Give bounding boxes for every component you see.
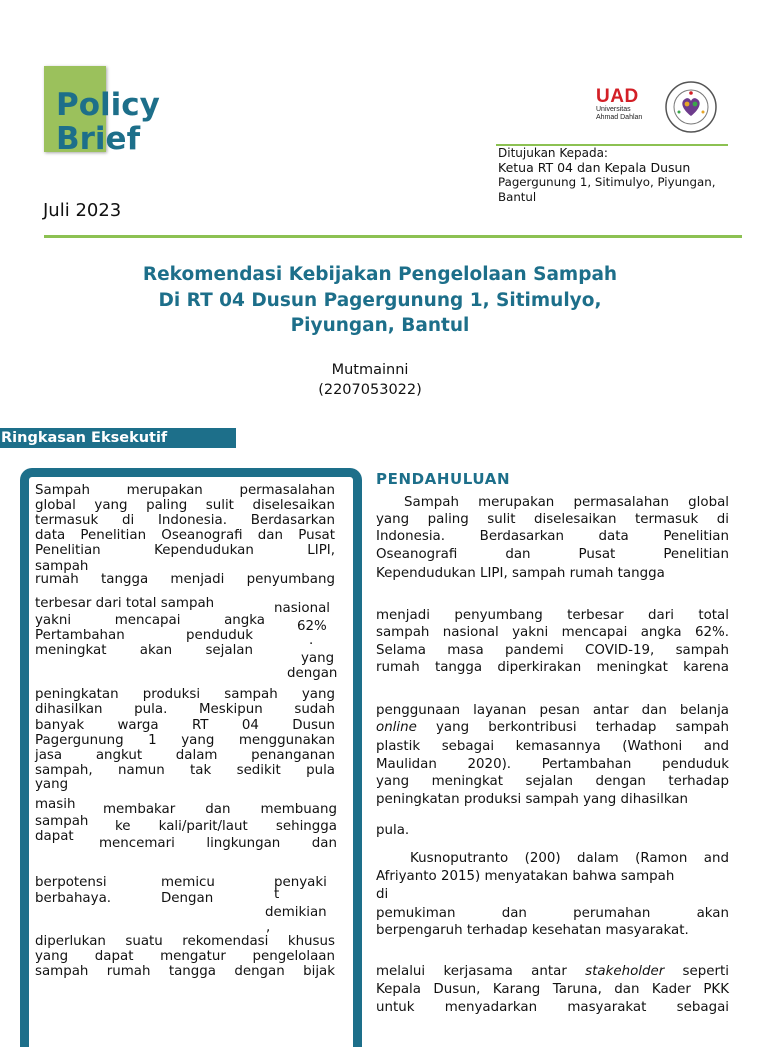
summary-fragment: ke kali/parit/laut sehingga [115, 819, 337, 834]
body-line: yang paling sulit diselesaikan termasuk di [376, 512, 729, 527]
body-line [376, 964, 729, 980]
summary-fragment: sampah [35, 814, 89, 829]
body-line: Kusnoputranto (200) dalam (Ramon and [410, 851, 729, 866]
summary-line: dihasilkan pula. Meskipun sudah [35, 702, 335, 717]
summary-fragment: mencemari lingkungan dan [99, 836, 337, 851]
body-line-rest: yang berkontribusi terhadap sampah [416, 720, 729, 735]
summary-fragment: 62% [297, 619, 327, 634]
body-line: Oseanografi dan Pusat Penelitian [376, 547, 729, 562]
summary-line: Sampah merupakan permasalahan [35, 483, 335, 498]
body-line: Afriyanto 2015) menyatakan bahwa sampah [376, 869, 675, 884]
body-line: Kepala Dusun, Karang Taruna, dan Kader PKK [376, 982, 729, 997]
summary-line: diperlukan suatu rekomendasi khusus [35, 934, 335, 949]
italic-word-online: online [376, 720, 417, 735]
summary-line: Pertambahan penduduk [35, 628, 253, 643]
summary-fragment: nasional [274, 601, 330, 616]
summary-line: sampah, namun tak sedikit pula [35, 763, 335, 778]
summary-fragment: berbahaya. [35, 891, 112, 906]
body-line: Maulidan 2020). Pertambahan penduduk [376, 757, 729, 772]
document-title-line-2: Di RT 04 Dusun Pagergunung 1, Sitimulyo, [158, 289, 602, 311]
summary-line: Penelitian Kependudukan LIPI, [35, 543, 335, 558]
summary-line: termasuk di Indonesia. Berdasarkan [35, 513, 335, 528]
author-id: (2207053022) [318, 382, 422, 398]
body-line: Sampah merupakan permasalahan global [404, 495, 729, 510]
body-line: peningkatan produksi sampah yang dihasilkan [376, 792, 689, 807]
body-line: berpengaruh terhadap kesehatan masyarakat. [376, 923, 689, 938]
summary-line: sampah rumah tangga dengan bijak [35, 964, 335, 979]
uad-logo-sub2: Ahmad Dahlan [596, 114, 643, 121]
body-line: Selama masa pandemi COVID-19, sampah [376, 643, 729, 658]
summary-fragment: yang [301, 651, 335, 666]
summary-line: yang [35, 777, 69, 792]
summary-fragment: masih [35, 797, 76, 812]
author-name: Mutmainni [331, 362, 409, 378]
body-line: pemukiman dan perumahan akan [376, 906, 729, 921]
summary-fragment: berpotensi [35, 875, 107, 890]
publication-date: Juli 2023 [43, 200, 122, 221]
addressee-label: Ditujukan Kepada: [498, 146, 608, 160]
summary-line: jasa angkut dalam penanganan [35, 748, 335, 763]
summary-fragment: dapat [35, 829, 74, 844]
document-title [70, 262, 690, 339]
body-line: yang meningkat sejalan dengan terhadap [376, 774, 729, 789]
body-line-start: melalui kerjasama antar [376, 964, 586, 979]
body-line: pula. [376, 823, 410, 838]
policy-brief-title [56, 88, 160, 156]
summary-fragment: t [274, 887, 280, 902]
summary-line: data Penelitian Oseanografi dan Pusat [35, 528, 335, 543]
body-line: penggunaan layanan pesan antar dan belanja [376, 703, 729, 718]
document-title-line-3: Piyungan, Bantul [290, 315, 470, 336]
summary-fragment: , [266, 920, 271, 935]
summary-fragment: . [309, 633, 314, 648]
body-line: plastik sebagai kemasannya (Wathoni and [376, 739, 729, 754]
summary-fragment: membakar dan membuang [103, 802, 337, 817]
summary-line: global yang paling sulit diselesaikan [35, 498, 335, 513]
addressee-line-2: Pagergunung 1, Sitimulyo, Piyungan, [498, 175, 716, 189]
health-promotion-seal-icon [664, 80, 718, 134]
body-line: menjadi penyumbang terbesar dari total [376, 608, 729, 623]
addressee-line-3: Bantul [498, 189, 537, 204]
document-title-line-1: Rekomendasi Kebijakan Pengelolaan Sampah [142, 264, 618, 285]
body-line: rumah tangga diperkirakan meningkat karena [376, 660, 729, 675]
summary-fragment: penyaki [274, 875, 327, 890]
summary-fragment: Dengan [161, 891, 214, 906]
body-line: untuk menyadarkan masyarakat sebagai [376, 1000, 729, 1015]
summary-line: Pagergunung 1 yang menggunakan [35, 733, 335, 748]
title-line-1: Policy [56, 87, 160, 123]
executive-summary-box [20, 468, 362, 1047]
summary-line: yang dapat mengatur pengelolaan [35, 949, 335, 964]
addressee-block [498, 146, 738, 204]
body-line: Indonesia. Berdasarkan data Penelitian [376, 529, 729, 544]
summary-line: sampah [35, 559, 89, 574]
summary-line: yakni mencapai angka [35, 613, 265, 628]
title-line-2: Brief [56, 121, 141, 157]
body-line: di [376, 887, 389, 902]
summary-fragment: memicu [161, 875, 215, 890]
executive-summary-heading-text: Ringkasan Eksekutif [1, 430, 168, 446]
body-line-end: seperti [664, 964, 729, 979]
uad-logo-text: UAD [596, 86, 639, 107]
header-divider [44, 235, 742, 238]
summary-line: banyak warga RT 04 Dusun [35, 718, 335, 733]
body-line [376, 720, 729, 736]
italic-word-stakeholder: stakeholder [585, 964, 665, 979]
summary-fragment: dengan [287, 666, 338, 681]
body-line: sampah nasional yakni mencapai angka 62%. [376, 625, 729, 640]
summary-line: peningkatan produksi sampah yang [35, 687, 335, 702]
pendahuluan-heading: PENDAHULUAN [376, 470, 511, 488]
summary-line: rumah tangga menjadi penyumbang [35, 572, 335, 587]
uad-logo-sub1: Universitas [596, 106, 631, 113]
executive-summary-heading [0, 428, 236, 448]
addressee-line-1: Ketua RT 04 dan Kepala Dusun [498, 159, 691, 175]
author-block [270, 360, 470, 400]
uad-logo [596, 88, 658, 124]
summary-line: meningkat akan sejalan [35, 643, 253, 658]
body-line: Kependudukan LIPI, sampah rumah tangga [376, 566, 665, 581]
summary-line: terbesar dari total sampah [35, 596, 215, 611]
summary-fragment: demikian [265, 905, 327, 920]
